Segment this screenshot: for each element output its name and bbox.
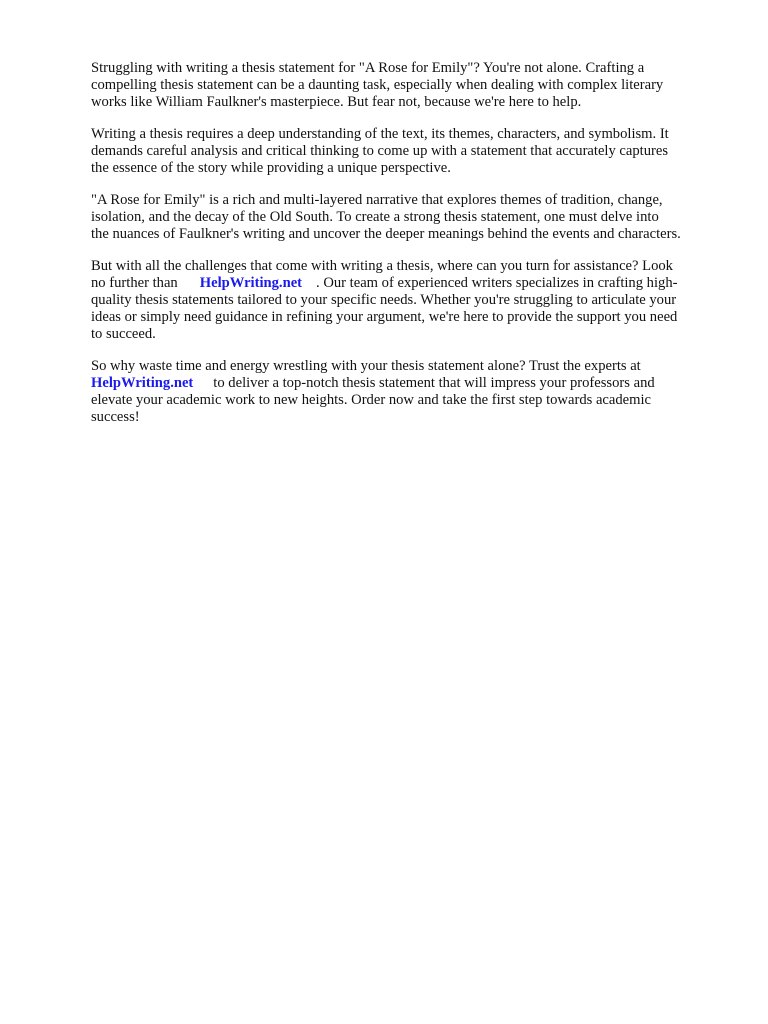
helpwriting-link[interactable]: HelpWriting.net [199,275,303,291]
text-segment: . Our team of experienced writers specializes in crafting high- [316,275,678,291]
paragraph-intro [91,60,727,111]
text-line-with-link [91,375,727,392]
text-segment: to deliver a top-notch thesis statement that will impress your professors and [213,375,655,391]
text-line: to succeed. [91,326,156,342]
paragraph-story-themes [91,192,727,243]
text-line-with-link [91,275,727,292]
text-line: the essence of the story while providing a unique perspective. [91,160,451,176]
text-segment: no further than [91,275,178,291]
text-line: But with all the challenges that come with writing a thesis, where can you turn for assistance? Look [91,258,673,274]
text-line: Writing a thesis requires a deep understanding of the text, its themes, characters, and symbolism. It [91,126,669,142]
text-line: isolation, and the decay of the Old South. To create a strong thesis statement, one must delve into [91,209,659,225]
text-line: Struggling with writing a thesis statement for "A Rose for Emily"? You're not alone. Crafting a [91,60,645,76]
paragraph-call-to-action [91,358,727,426]
text-line: elevate your academic work to new heights. Order now and take the first step towards academic [91,392,652,408]
document-page [91,60,727,441]
text-line: So why waste time and energy wrestling with your thesis statement alone? Trust the experts at [91,358,641,374]
text-line: the nuances of Faulkner's writing and uncover the deeper meanings behind the events and characters. [91,226,681,242]
text-line: works like William Faulkner's masterpiece. But fear not, because we're here to help. [91,94,582,110]
text-line: demands careful analysis and critical thinking to come up with a statement that accurately captures [91,143,669,159]
paragraph-requirements [91,126,727,177]
text-line: "A Rose for Emily" is a rich and multi-layered narrative that explores themes of tradition, change, [91,192,663,208]
paragraph-assistance [91,258,727,343]
text-line: compelling thesis statement can be a daunting task, especially when dealing with complex literary [91,77,664,93]
text-line: quality thesis statements tailored to your specific needs. Whether you're struggling to articulate your [91,292,677,308]
helpwriting-link[interactable]: HelpWriting.net [91,375,194,391]
text-line: ideas or simply need guidance in refining your argument, we're here to provide the support you need [91,309,678,325]
text-line: success! [91,409,140,425]
